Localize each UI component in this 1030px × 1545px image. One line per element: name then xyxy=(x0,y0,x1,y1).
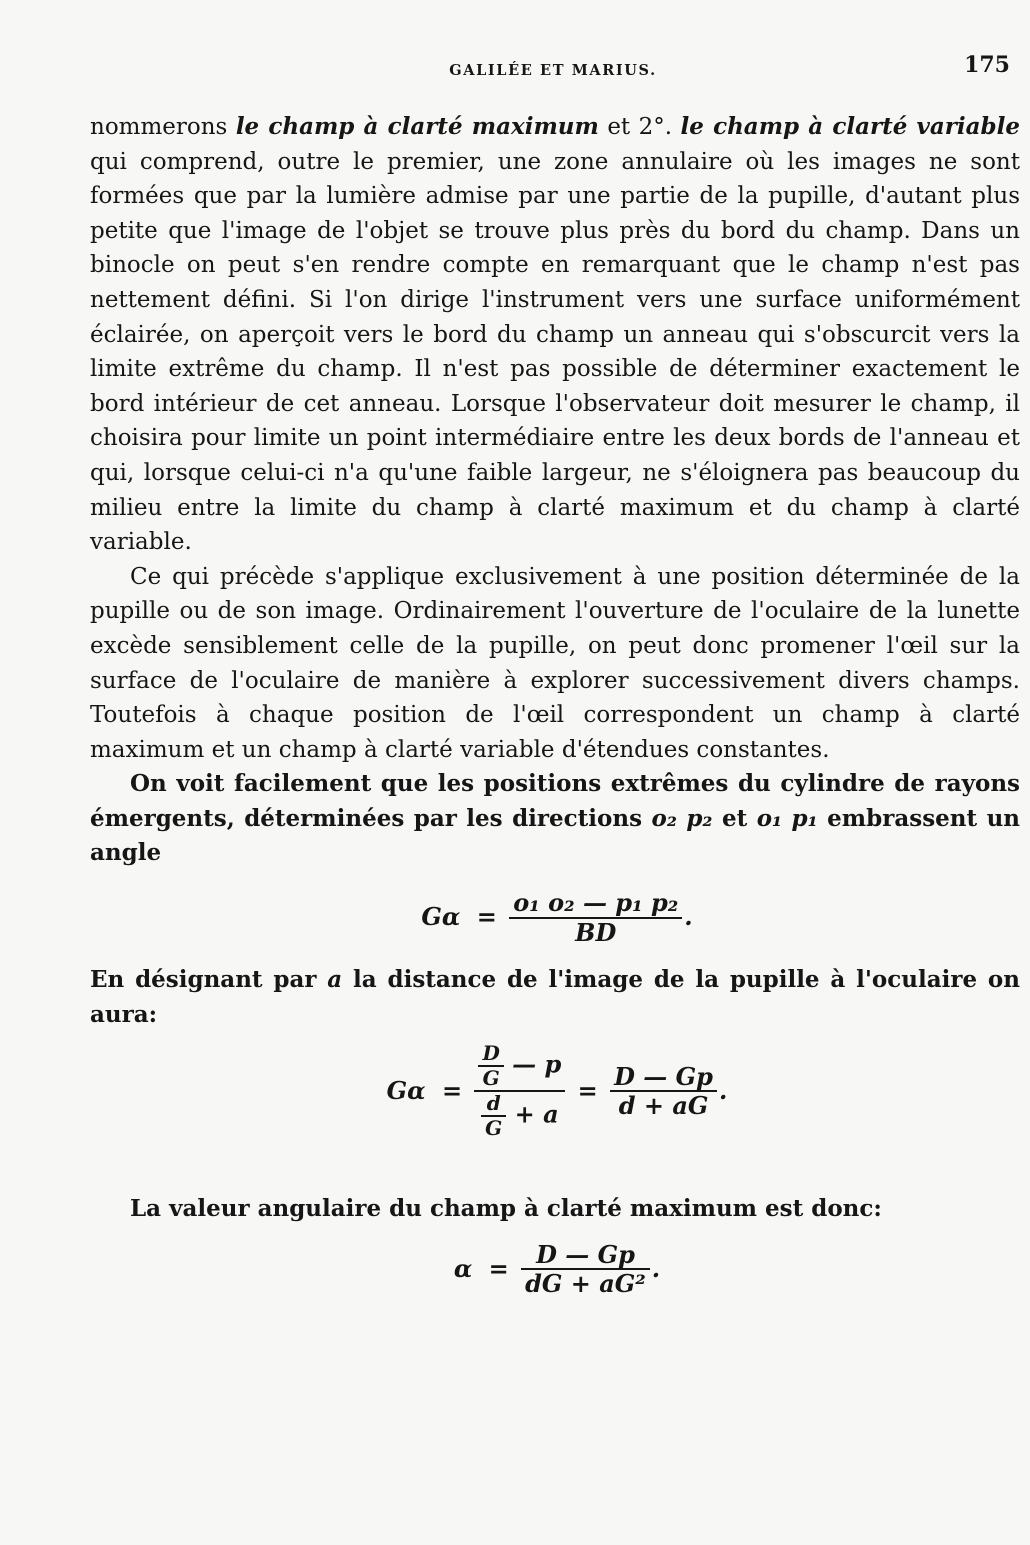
p4-math-1: a xyxy=(327,966,343,994)
eq2-minus-p: — p xyxy=(512,1049,562,1079)
eq2-period: . xyxy=(718,1075,728,1105)
paragraph-3 xyxy=(90,767,1020,871)
eq2-denominator: d + aG xyxy=(618,1091,709,1121)
eq3-denominator: dG + aG² xyxy=(525,1269,646,1299)
running-head xyxy=(90,52,1016,86)
equation-1 xyxy=(90,871,1020,963)
p1-text-2: et 2°. xyxy=(598,114,681,140)
eq2-equals-1: = xyxy=(442,1075,463,1105)
eq1-fraction xyxy=(509,889,682,946)
eq3-fraction xyxy=(521,1241,650,1298)
p3-text-2: et xyxy=(712,804,757,832)
paragraph-5: La valeur angulaire du champ à clarté maximum est donc: xyxy=(130,1195,882,1223)
eq2-numerator: D — Gp xyxy=(610,1063,717,1093)
eq2-complex-denominator xyxy=(474,1092,565,1140)
eq1-denominator: BD xyxy=(575,917,617,947)
p1-text-3: qui comprend, outre le premier, une zone annulaire où les images ne sont formées que par la lumière admise par une partie de la pupille, d'autant plus petite que l'image de l'objet se trouve plus près du bord du champ. Dans un binocle on peut s'en rendre compte en remarquant que le champ n'est pas nettement défini. Si l'on dirige l'instrument vers une surface uniformément éclairée, on aperçoit vers le bord du champ un anneau qui s'obscurcit vers la limite extrême du champ. Il n'est pas possible de déterminer exactement le bord intérieur de cet anneau. Lorsque l'observateur doit mesurer le champ, il choisira pour limite un point intermédiaire entre les deux bords de l'anneau et qui, lorsque celui-ci n'a qu'une faible largeur, ne s'éloignera pas beaucoup du milieu entre la limite du champ à clarté maximum et du champ à clarté variable. xyxy=(90,148,1020,556)
p4-text-2: la distance de l'image de la pupille à l'oculaire on aura: xyxy=(90,966,1020,1028)
eq2-equals-2: = xyxy=(577,1075,598,1105)
equation-2-body xyxy=(90,1042,1020,1140)
p1-emphasis-1: le champ à clarté maximum xyxy=(235,113,599,140)
eq3-lhs: α xyxy=(453,1254,473,1284)
running-title: GALILÉE ET MARIUS. xyxy=(449,62,657,79)
equation-2 xyxy=(90,1032,1020,1182)
p3-math-1: o₂ p₂ xyxy=(651,804,713,832)
eq1-lhs: Gα xyxy=(421,902,461,932)
eq2-complex-fraction xyxy=(474,1042,565,1140)
eq3-equals: = xyxy=(488,1254,509,1284)
paragraph-1 xyxy=(90,110,1020,560)
eq3-period: . xyxy=(651,1254,661,1284)
eq2-lhs: Gα xyxy=(386,1075,426,1105)
p1-emphasis-2: le champ à clarté variable xyxy=(680,113,1020,140)
p3-text-3: embrassent un angle xyxy=(90,804,1021,867)
eq3-numerator: D — Gp xyxy=(521,1241,650,1271)
eq1-equals: = xyxy=(476,902,497,932)
p4-text-1: En désignant par xyxy=(90,966,328,994)
eq2-G-2: G xyxy=(485,1116,503,1141)
page-number: 175 xyxy=(964,52,1010,78)
eq2-simple-fraction xyxy=(610,1063,717,1120)
eq2-D: D xyxy=(478,1042,503,1067)
paragraph-4 xyxy=(90,963,1020,1032)
p3-math-2: o₁ p₁ xyxy=(756,804,818,832)
equation-1-body xyxy=(90,889,1020,946)
eq2-D-over-G xyxy=(478,1042,503,1090)
eq2-d: d xyxy=(481,1092,506,1117)
eq2-complex-numerator xyxy=(474,1042,565,1092)
p3-text-1: On voit facilement que les positions extrêmes du cylindre de rayons émergents, déterminées par les directions xyxy=(90,770,1020,832)
body-text xyxy=(90,110,1020,1317)
paragraph-2: Ce qui précède s'applique exclusivement à une position déterminée de la pupille ou de son image. Ordinairement l'ouverture de l'oculaire de la lunette excède sensiblement celle de la pupille, on peut donc promener l'œil sur la surface de l'oculaire de manière à explorer successivement divers champs. Toutefois à chaque position de l'œil correspondent un champ à clarté maximum et un champ à clarté variable d'étendues constantes. xyxy=(90,563,1020,763)
eq1-numerator: o₁ o₂ — p₁ p₂ xyxy=(509,889,682,919)
eq2-d-over-G xyxy=(481,1092,506,1140)
equation-3-body xyxy=(90,1241,1020,1298)
eq2-plus-a: + a xyxy=(514,1099,559,1129)
bold-section xyxy=(90,767,1020,1317)
eq1-period: . xyxy=(684,902,693,932)
eq2-G-1: G xyxy=(482,1066,500,1091)
p1-text-1: nommerons xyxy=(90,114,236,140)
equation-3 xyxy=(90,1227,1020,1317)
